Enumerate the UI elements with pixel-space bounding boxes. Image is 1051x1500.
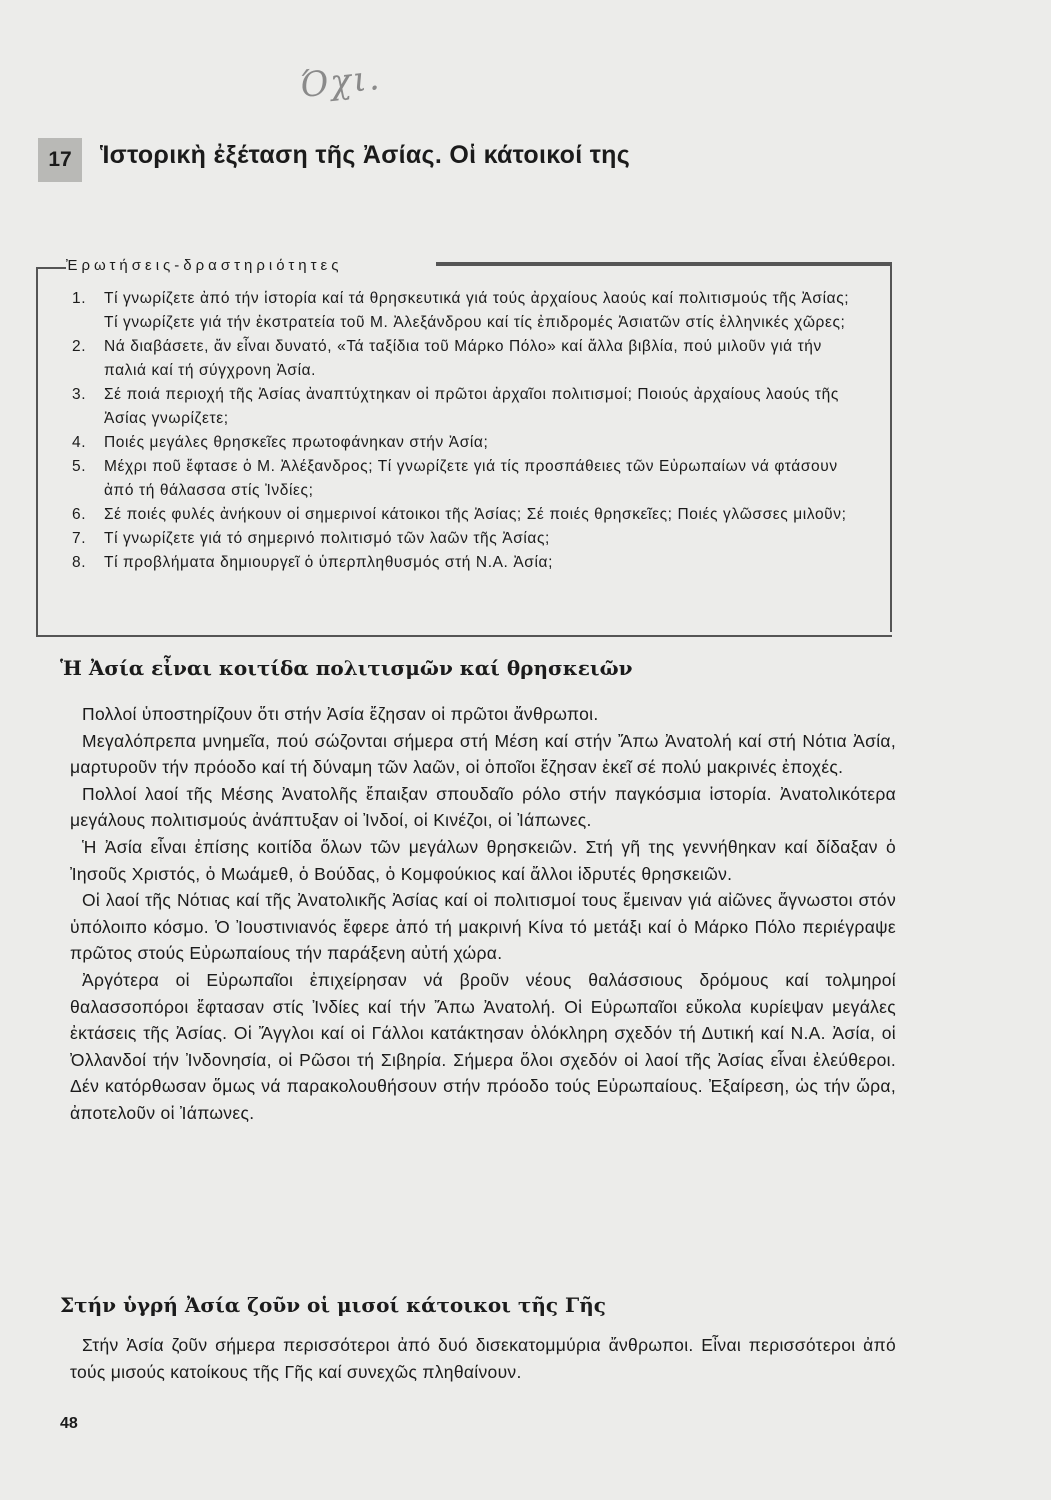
- handwritten-note: Όχι.: [298, 57, 384, 107]
- question-text: Σέ ποιές φυλές ἀνήκουν οἱ σημερινοί κάτοικοι τῆς Ἀσίας; Σέ ποιές θρησκεῖες; Ποιές γλῶσσες μιλοῦν;: [104, 506, 847, 523]
- questions-box: [36, 257, 892, 637]
- question-text: Μέχρι ποῦ ἔφτασε ὁ Μ. Ἀλέξανδρος; Τί γνωρίζετε γιά τίς προσπάθειες τῶν Εὐρωπαίων νά φτάσουν ἀπό τή θάλασσα στίς Ἰνδίες;: [104, 458, 838, 499]
- section-body: [70, 1332, 896, 1385]
- chapter-number: 17: [38, 138, 82, 182]
- box-rule: [36, 635, 892, 637]
- box-rule: [436, 262, 892, 266]
- paragraph: Μεγαλόπρεπα μνημεῖα, πού σώζονται σήμερα στή Μέση καί στήν Ἄπω Ἀνατολή καί στή Νότια Ἀσία, μαρτυροῦν τήν πρόοδο καί τή δύναμη τῶν λαῶν, οἱ ὁποῖοι ἔζησαν ἐκεῖ σέ πολύ μακρινές ἐποχές.: [70, 730, 896, 778]
- question-number: 5.: [72, 458, 87, 475]
- question-item: [72, 383, 856, 431]
- section-heading: Ἡ Ἀσία εἶναι κοιτίδα πολιτισμῶν καί θρησκειῶν: [60, 656, 633, 680]
- question-item: [72, 503, 856, 527]
- box-rule: [36, 267, 66, 269]
- question-text: Τί γνωρίζετε ἀπό τήν ἱστορία καί τά θρησκευτικά γιά τούς ἀρχαίους λαούς καί πολιτισμούς τῆς Ἀσίας; Τί γνωρίζετε γιά τήν ἐκστρατεία τοῦ Μ. Ἀλεξάνδρου καί τίς ἐπιδρομές Ἀσιατῶν στίς ἑλληνικές χῶρες;: [104, 290, 850, 331]
- paragraph: Πολλοί λαοί τῆς Μέσης Ἀνατολῆς ἔπαιξαν σπουδαῖο ρόλο στήν παγκόσμια ἱστορία. Ἀνατολικότερα μεγάλους πολιτισμούς ἀνάπτυξαν οἱ Ἰνδοί, οἱ Κινέζοι, οἱ Ἰάπωνες.: [70, 783, 896, 831]
- question-text: Ποιές μεγάλες θρησκεῖες πρωτοφάνηκαν στήν Ἀσία;: [104, 434, 489, 451]
- question-number: 4.: [72, 434, 87, 451]
- question-number: 3.: [72, 386, 87, 403]
- box-rule: [890, 262, 892, 632]
- paragraph: Στήν Ἀσία ζοῦν σήμερα περισσότεροι ἀπό δυό δισεκατομμύρια ἄνθρωποι. Εἶναι περισσότεροι ἀπό τούς μισούς κατοίκους τῆς Γῆς καί συνεχῶς πληθαίνουν.: [70, 1335, 896, 1382]
- section-heading: Στήν ὑγρή Ἀσία ζοῦν οἱ μισοί κάτοικοι τῆς Γῆς: [60, 1293, 606, 1317]
- question-item: [72, 431, 856, 455]
- paragraph: Ἀργότερα οἱ Εὐρωπαῖοι ἐπιχείρησαν νά βροῦν νέους θαλάσσιους δρόμους καί τολμηροί θαλασσοπόροι ἔφτασαν στίς Ἰνδίες καί τήν Ἄπω Ἀνατολή. Οἱ Εὐρωπαῖοι εὔκολα κυρίεψαν μεγάλες ἐκτάσεις τῆς Ἀσίας. Οἱ Ἄγγλοι καί οἱ Γάλλοι κατάκτησαν ὁλόκληρη σχεδόν τή Δυτική καί Ν.Α. Ἀσία, οἱ Ὀλλανδοί τήν Ἰνδονησία, οἱ Ρῶσοι τή Σιβηρία. Σήμερα ὅλοι σχεδόν οἱ λαοί τῆς Ἀσίας εἶναι ἐλεύθεροι. Δέν κατόρθωσαν ὅμως νά παρακολουθήσουν στήν πρόοδο τούς Εὐρωπαίους. Ἐξαίρεση, ὡς τήν ὥρα, ἀποτελοῦν οἱ Ἰάπωνες.: [70, 969, 896, 1123]
- question-text: Σέ ποιά περιοχή τῆς Ἀσίας ἀναπτύχτηκαν οἱ πρῶτοι ἀρχαῖοι πολιτισμοί; Ποιούς ἀρχαίους λαούς τῆς Ἀσίας γνωρίζετε;: [104, 386, 839, 427]
- paragraph: Οἱ λαοί τῆς Νότιας καί τῆς Ἀνατολικῆς Ἀσίας καί οἱ πολιτισμοί τους ἔμειναν γιά αἰῶνες ἄγνωστοι στόν ὑπόλοιπο κόσμο. Ὁ Ἰουστινιανός ἔφερε ἀπό τή μακρινή Κίνα τό μετάξι καί ὁ Μάρκο Πόλο περιέγραψε πρῶτος στούς Εὐρωπαίους τήν παράξενη αὐτή χώρα.: [70, 890, 896, 964]
- question-number: 1.: [72, 290, 87, 307]
- questions-heading: Ἐρωτήσεις-δραστηριότητες: [66, 257, 343, 274]
- question-text: Τί προβλήματα δημιουργεῖ ὁ ὑπερπληθυσμός στή Ν.Α. Ἀσία;: [104, 554, 553, 571]
- question-number: 2.: [72, 338, 87, 355]
- paragraph: Ἡ Ἀσία εἶναι ἐπίσης κοιτίδα ὅλων τῶν μεγάλων θρησκειῶν. Στή γῆ της γεννήθηκαν καί δίδαξαν ὁ Ἰησοῦς Χριστός, ὁ Μωάμεθ, ὁ Βούδας, ὁ Κομφούκιος καί ἄλλοι ἱδρυτές θρησκειῶν.: [70, 836, 896, 884]
- page-number: 48: [60, 1415, 78, 1432]
- question-item: [72, 335, 856, 383]
- box-rule: [36, 267, 38, 637]
- question-item: [72, 527, 856, 551]
- question-item: [72, 551, 856, 575]
- question-number: 6.: [72, 506, 87, 523]
- chapter-title: Ἱστορικὴ ἐξέταση τῆς Ἀσίας. Οἱ κάτοικοί της: [100, 141, 631, 169]
- paragraph: Πολλοί ὑποστηρίζουν ὅτι στήν Ἀσία ἔζησαν οἱ πρῶτοι ἄνθρωποι.: [82, 704, 599, 724]
- question-text: Τί γνωρίζετε γιά τό σημερινό πολιτισμό τῶν λαῶν τῆς Ἀσίας;: [104, 530, 550, 547]
- question-number: 7.: [72, 530, 87, 547]
- question-number: 8.: [72, 554, 87, 571]
- question-item: [72, 287, 856, 335]
- section-body: [70, 701, 896, 1127]
- questions-list: [72, 287, 856, 575]
- question-item: [72, 455, 856, 503]
- question-text: Νά διαβάσετε, ἄν εἶναι δυνατό, «Τά ταξίδια τοῦ Μάρκο Πόλο» καί ἄλλα βιβλία, πού μιλοῦν γιά τήν παλιά καί τή σύγχρονη Ἀσία.: [104, 338, 822, 379]
